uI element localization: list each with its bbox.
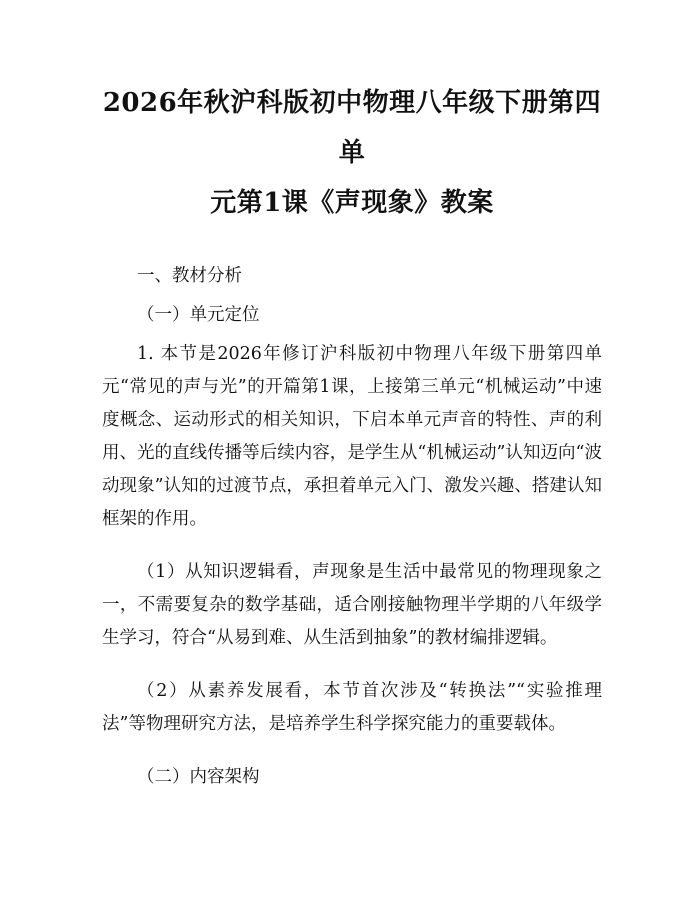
section-heading-materials-analysis: 一、教材分析 <box>137 266 242 286</box>
paragraph-knowledge-logic: （1）从知识逻辑看，声现象是生活中最常见的物理现象之一，不需要复杂的数学基础，适合刚接触物理半学期的八年级学生学习，符合“从易到难、从生活到抽象”的教材编排逻辑。 <box>102 562 602 648</box>
subsection-heading-content-structure: （二）内容架构 <box>137 767 260 787</box>
title-line-1: 2026年秋沪科版初中物理八年级下册第四单 <box>102 88 602 168</box>
document-title <box>102 78 602 228</box>
title-line-2: 元第1课《声现象》教案 <box>210 188 494 218</box>
paragraph-literacy-development: （2）从素养发展看，本节首次涉及“转换法”“实验推理法”等物理研究方法，是培养学生科学探究能力的重要载体。 <box>102 681 602 734</box>
subsection-heading-unit-position: （一）单元定位 <box>137 305 260 325</box>
paragraph-unit-position: 1. 本节是2026年修订沪科版初中物理八年级下册第四单元“常见的声与光”的开篇第1课，上接第三单元“机械运动”中速度概念、运动形式的相关知识，下启本单元声音的特性、声的利用、光的直线传播等后续内容，是学生从“机械运动”认知迈向“波动现象”认知的过渡节点，承担着单元入门、激发兴趣、搭建认知框架的作用。 <box>102 344 602 529</box>
